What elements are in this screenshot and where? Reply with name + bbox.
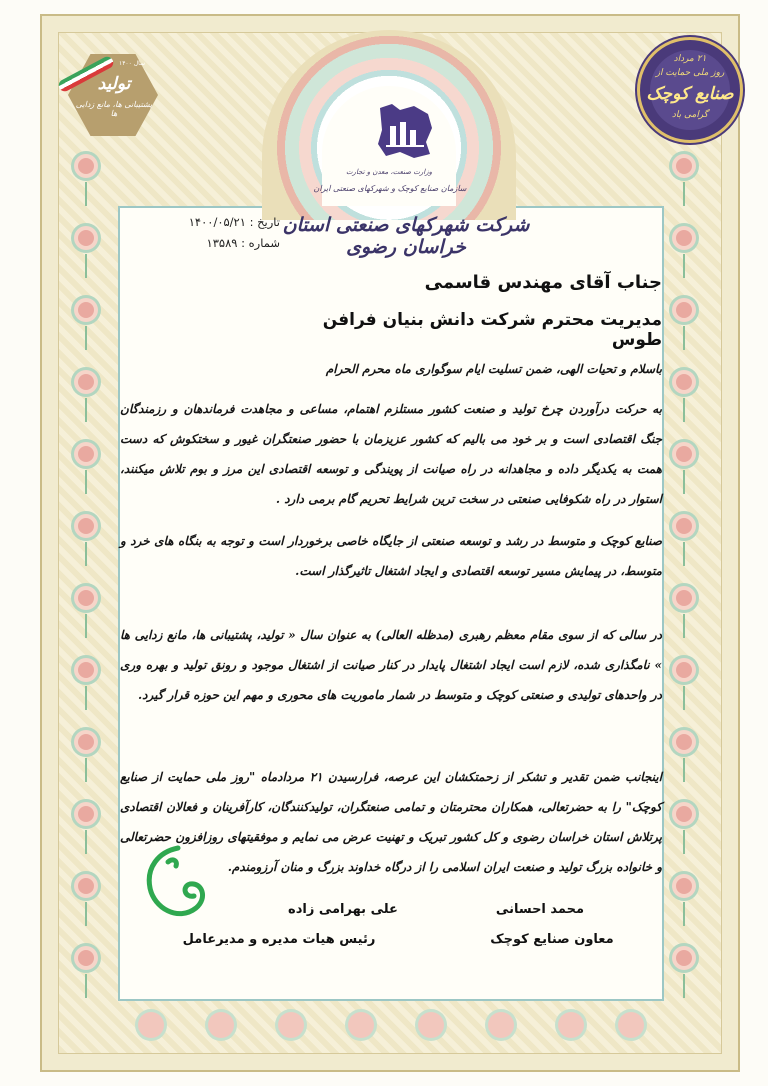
flower-icon (70, 294, 102, 326)
flower-icon (70, 510, 102, 542)
flower-icon (668, 510, 700, 542)
bottom-floral-border (118, 1004, 664, 1048)
flower-icon (668, 366, 700, 398)
badge-main-text: صنایع کوچک (646, 84, 734, 104)
handwritten-signature-icon (138, 838, 218, 928)
badge-footer: گرامی باد (671, 110, 709, 120)
flower-icon (208, 1012, 234, 1038)
organization-name: سازمان صنایع کوچک و شهرکهای صنعتی ایران (313, 184, 467, 193)
flower-icon (70, 438, 102, 470)
small-industries-day-badge (640, 40, 740, 140)
flower-icon (668, 726, 700, 758)
flower-icon (668, 222, 700, 254)
badge-year: سال ۱۴۰۰ (118, 60, 145, 67)
letter-number: شماره : ۱۳۵۸۹ (206, 236, 280, 250)
flower-icon (70, 942, 102, 974)
flower-icon (488, 1012, 514, 1038)
badge-caption: روز ملی حمایت از (655, 68, 725, 78)
badge-subtitle: پشتیبانی ها، مانع زدایی ها (75, 100, 153, 118)
letter-date: تاریخ : ۱۴۰۰/۰۵/۲۱ (188, 215, 280, 229)
recipient-name: جناب آقای مهندس قاسمی (424, 272, 662, 293)
flower-icon (558, 1012, 584, 1038)
flower-icon (668, 582, 700, 614)
flower-icon (668, 798, 700, 830)
year-slogan-badge (56, 40, 166, 150)
signatory-left-name: علی بهرامی زاده (288, 902, 398, 917)
signatory-right-title: معاون صنایع کوچک (490, 932, 614, 947)
flower-icon (70, 654, 102, 686)
flower-icon (668, 150, 700, 182)
left-floral-border (66, 150, 106, 1010)
flower-icon (278, 1012, 304, 1038)
badge-date: ۲۱ مرداد (673, 54, 707, 64)
flower-icon (70, 798, 102, 830)
flower-icon (70, 582, 102, 614)
flower-icon (70, 222, 102, 254)
flower-icon (668, 654, 700, 686)
body-paragraph-2: صنایع کوچک و متوسط در رشد و توسعه صنعتی از جایگاه خاصی برخوردار است و توجه به بنگاه های خرد و متوسط، در پیمایش مسیر توسعه اقتصادی و ایجاد اشتغال تاثیرگذار است. (120, 534, 662, 578)
flower-icon (618, 1012, 644, 1038)
company-title: شرکت شهرکهای صنعتی استان خراسان رضوی (282, 214, 530, 258)
flower-icon (668, 438, 700, 470)
body-paragraph-3: در سالی که از سوی مقام معظم رهبری (مدظله العالی) به عنوان سال « تولید، پشتیبانی ها، مانع زدایی ها » نامگذاری شده، لازم است ایجاد اشتغال پایدار در کنار صیانت از اشتغال موجود و رونق تولید و بهره وری در واحدهای تولیدی و صنعتی کوچک و متوسط در شمار ماموریت های محوری و مهم این حوزه قرار گیرد. (120, 628, 662, 702)
body-paragraph-4: اینجانب ضمن تقدیر و تشکر از زحمتکشان این عرصه، فرارسیدن ۲۱ مردادماه "روز ملی حمایت از صنایع کوچک" را به حضرتعالی، همکاران محترمتان و تمامی صنعتگران، تولیدکنندگان، کارآفرینان و فعالان اقتصادی پرتلاش استان خراسان رضوی و کل کشور تبریک و تهنیت عرض می نمایم و موفقیتهای روزافزون حضرتعالی و خانواده بزرگ تولید و صنعت ایران اسلامی را از درگاه خداوند بزرگ و منان آرزومندم. (120, 770, 662, 874)
flower-icon (668, 294, 700, 326)
greeting-line: باسلام و تحیات الهی، ضمن تسلیت ایام سوگواری ماه محرم الحرام (325, 362, 662, 376)
flower-icon (348, 1012, 374, 1038)
badge-title: تولید (97, 74, 131, 94)
flower-icon (70, 726, 102, 758)
ministry-name: وزارت صنعت، معدن و تجارت (345, 168, 433, 176)
signatory-right-name: محمد احسانی (495, 902, 585, 917)
right-floral-border (664, 150, 704, 1010)
flower-icon (70, 150, 102, 182)
body-paragraph-1: به حرکت درآوردن چرخ تولید و صنعت کشور مستلزم اهتمام، مساعی و مجاهدت فرماندهان و رزمندگان جنگ اقتصادی است و بر خود می بالیم که کشور عزیزمان با حضور صنعتگران غیور و سختکوش که دست همت به یکدیگر داده و مجاهدانه در راه صیانت از پویندگی و توسعه اقتصادی این مرز و بوم تلاش میکنند، استوار در راه شکوفایی صنعتی در سخت ترین شرایط تحریم گام برمی دارد . (120, 402, 662, 506)
factory-logo-icon (370, 100, 440, 162)
recipient-company: مدیریت محترم شرکت دانش بنیان فرافن طوس (322, 310, 662, 350)
flower-icon (70, 366, 102, 398)
flower-icon (70, 870, 102, 902)
signatory-left-title: رئیس هیات مدیره و مدیرعامل (182, 932, 376, 947)
flower-icon (138, 1012, 164, 1038)
flower-icon (668, 942, 700, 974)
flower-icon (418, 1012, 444, 1038)
flower-icon (668, 870, 700, 902)
